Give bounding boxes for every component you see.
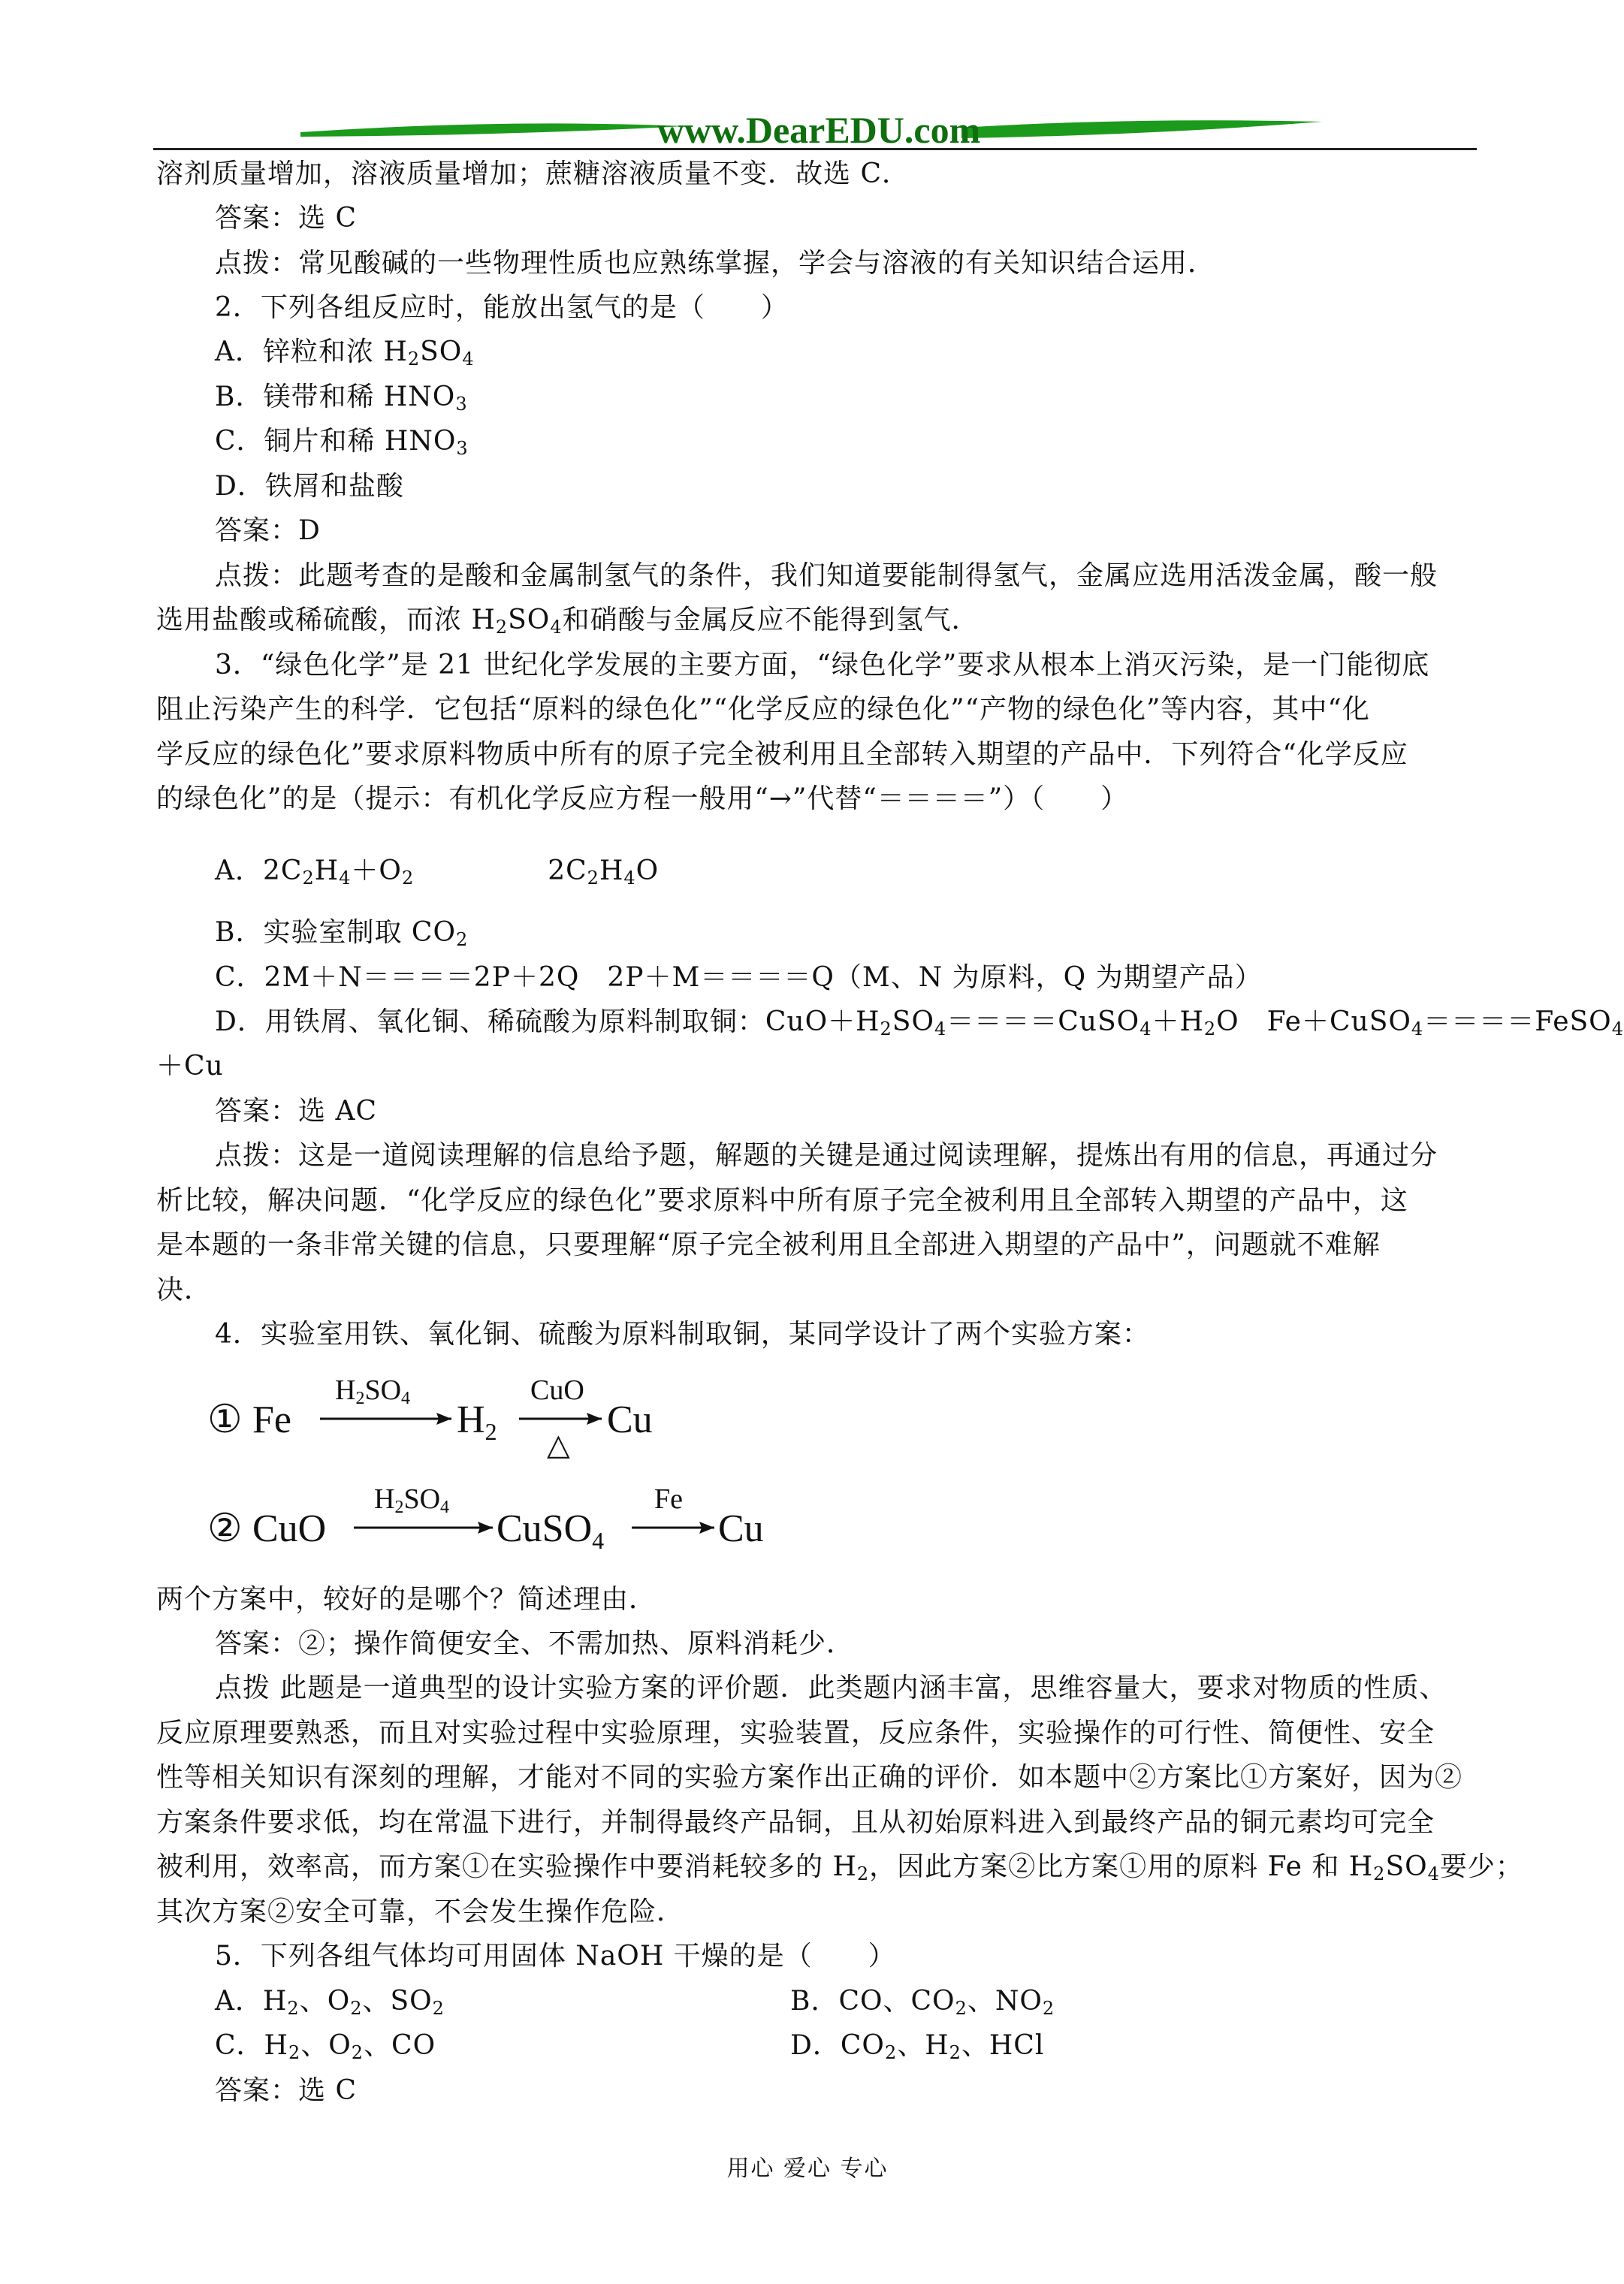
- page-footer: 用心 爱心 专心: [726, 2156, 889, 2182]
- option-a: A．锌粒和浓 $H_2SO_4$: [215, 336, 475, 370]
- question-3: 3．“绿色化学”是 21 世纪化学发展的主要方面，“绿色化学”要求从根本上消灭污染，是一门能彻底: [215, 650, 1430, 680]
- arrow-reagent: H2SO4: [374, 1483, 450, 1517]
- arrow-reagent: H2SO4: [335, 1374, 411, 1408]
- arrow-head: [436, 1413, 451, 1425]
- text-line: 的绿色化”的是（提示：有机化学反应方程一般用“→”代替“＝＝＝＝”）（ ）: [156, 783, 1129, 814]
- scheme-product: Cu: [607, 1398, 653, 1441]
- logo-swoosh-right: [961, 120, 1322, 138]
- text-line: 其次方案②安全可靠，不会发生操作危险．: [156, 1896, 685, 1927]
- header-rule: [153, 148, 1477, 150]
- text-line: 是本题的一条非常关键的信息，只要理解“原子完全被利用且全部进入期望的产品中”，问题就不难解: [156, 1229, 1381, 1260]
- answer-line: 答案：选 C: [215, 203, 357, 234]
- option-b: B．CO、$CO_2$、$NO_2$: [790, 1986, 1055, 2019]
- answer-line: 答案：选 AC: [215, 1096, 377, 1127]
- option-c: C．铜片和稀 $HNO_3$: [215, 426, 469, 459]
- logo-swoosh-left: [300, 123, 684, 137]
- scheme-number: ①: [207, 1398, 243, 1441]
- hint-line: 点拨：此题考查的是酸和金属制氢气的条件，我们知道要能制得氢气，金属应选用活泼金属，酸一般: [215, 560, 1438, 591]
- question-5: 5．下列各组气体均可用固体 NaOH 干燥的是（ ）: [215, 1941, 896, 1972]
- scheme-product: Cu: [718, 1507, 764, 1550]
- scheme-product: CuSO4: [497, 1507, 605, 1554]
- scheme-2: [207, 1472, 883, 1577]
- option-d: D．$CO_2$、$H_2$、HCl: [790, 2030, 1045, 2063]
- arrow-head: [699, 1522, 714, 1534]
- heat-condition: △: [547, 1428, 570, 1462]
- arrow-head: [587, 1413, 602, 1425]
- answer-line: 答案：②；操作简便安全、不需加热、原料消耗少．: [215, 1628, 855, 1659]
- text-line: 学反应的绿色化”要求原料物质中所有的原子完全被利用且全部转入期望的产品中．下列符合“化学反应: [156, 739, 1408, 770]
- text-line: 反应原理要熟悉，而且对实验过程中实验原理，实验装置，反应条件，实验操作的可行性、简便性、安全: [156, 1718, 1435, 1748]
- arrow-head: [478, 1522, 493, 1534]
- answer-line: 答案：选 C: [215, 2075, 357, 2106]
- question-2: 2．下列各组反应时，能放出氢气的是（ ）: [215, 292, 789, 323]
- arrow-reagent: CuO: [530, 1374, 584, 1406]
- arrow-reagent: Fe: [654, 1483, 683, 1515]
- hint-line: 点拨 此题是一道典型的设计实验方案的评价题．此类题内涵丰富，思维容量大，要求对物质的性质、: [215, 1673, 1447, 1703]
- text-line: ＋Cu: [156, 1051, 224, 1082]
- scheme-1: [207, 1363, 883, 1468]
- text-line: 溶剂质量增加，溶液质量增加；蔗糖溶液质量不变．故选 C．: [156, 158, 910, 189]
- text-line: 决．: [156, 1275, 213, 1305]
- option-a: A．$H_2$、$O_2$、$SO_2$: [215, 1986, 445, 2019]
- text-line: 析比较，解决问题．“化学反应的绿色化”要求原料中所有原子完全被利用且全部转入期望的产品中，这: [156, 1185, 1408, 1216]
- answer-line: 答案：D: [215, 515, 321, 546]
- text-line: 阻止污染产生的科学．它包括“原料的绿色化”“化学反应的绿色化”“产物的绿色化”等内容，其中“化: [156, 694, 1370, 725]
- text-line: 性等相关知识有深刻的理解，才能对不同的实验方案作出正确的评价．如本题中②方案比①方案好，因为②: [156, 1762, 1463, 1793]
- option-d: D．用铁屑、氧化铜、稀硫酸为原料制取铜：$CuO+H_2SO_4====CuSO_4+H_2O$ Fe＋CuSO$_4$＝＝＝＝FeSO$_4$: [215, 1006, 1624, 1039]
- scheme-number: ②: [207, 1507, 243, 1550]
- hint-line: 点拨：常见酸碱的一些物理性质也应熟练掌握，学会与溶液的有关知识结合运用．: [215, 248, 1216, 279]
- text-line: 两个方案中，较好的是哪个？简述理由．: [156, 1584, 657, 1615]
- scheme-reactant: CuO: [252, 1507, 327, 1550]
- option-c: C．2M＋N＝＝＝＝2P＋2Q 2P＋M＝＝＝＝Q（M、N 为原料，Q 为期望产品）: [215, 962, 1263, 993]
- option-c: C．$H_2$、$O_2$、CO: [215, 2030, 436, 2063]
- option-b: B．镁带和稀 $HNO_3$: [215, 382, 468, 415]
- text-line: 方案条件要求低，均在常温下进行，并制得最终产品铜，且从初始原料进入到最终产品的铜元素均可完全: [156, 1807, 1435, 1838]
- scheme-reactant: Fe: [252, 1398, 291, 1441]
- option-b: B．实验室制取 $CO_2$: [215, 917, 469, 950]
- text-line: 被利用，效率高，而方案①在实验操作中要消耗较多的 $H_2$，因此方案②比方案①用的原料 Fe 和 $H_2SO_4$要少；: [156, 1851, 1523, 1884]
- option-d: D．铁屑和盐酸: [215, 471, 404, 502]
- scheme-product: H2: [457, 1398, 497, 1445]
- hint-line: 选用盐酸或稀硫酸，而浓 $H_2SO_4$和硝酸与金属反应不能得到氢气．: [156, 605, 980, 638]
- hint-line: 点拨：这是一道阅读理解的信息给予题，解题的关键是通过阅读理解，提炼出有用的信息，再通过分: [215, 1140, 1438, 1171]
- question-4: 4．实验室用铁、氧化铜、硫酸为原料制取铜，某同学设计了两个实验方案：: [215, 1319, 1150, 1350]
- option-a: A．$2C_2H_4+O_2$ $2C_2H_4O$: [215, 855, 660, 889]
- logo-text: www.DearEDU.com: [657, 109, 981, 151]
